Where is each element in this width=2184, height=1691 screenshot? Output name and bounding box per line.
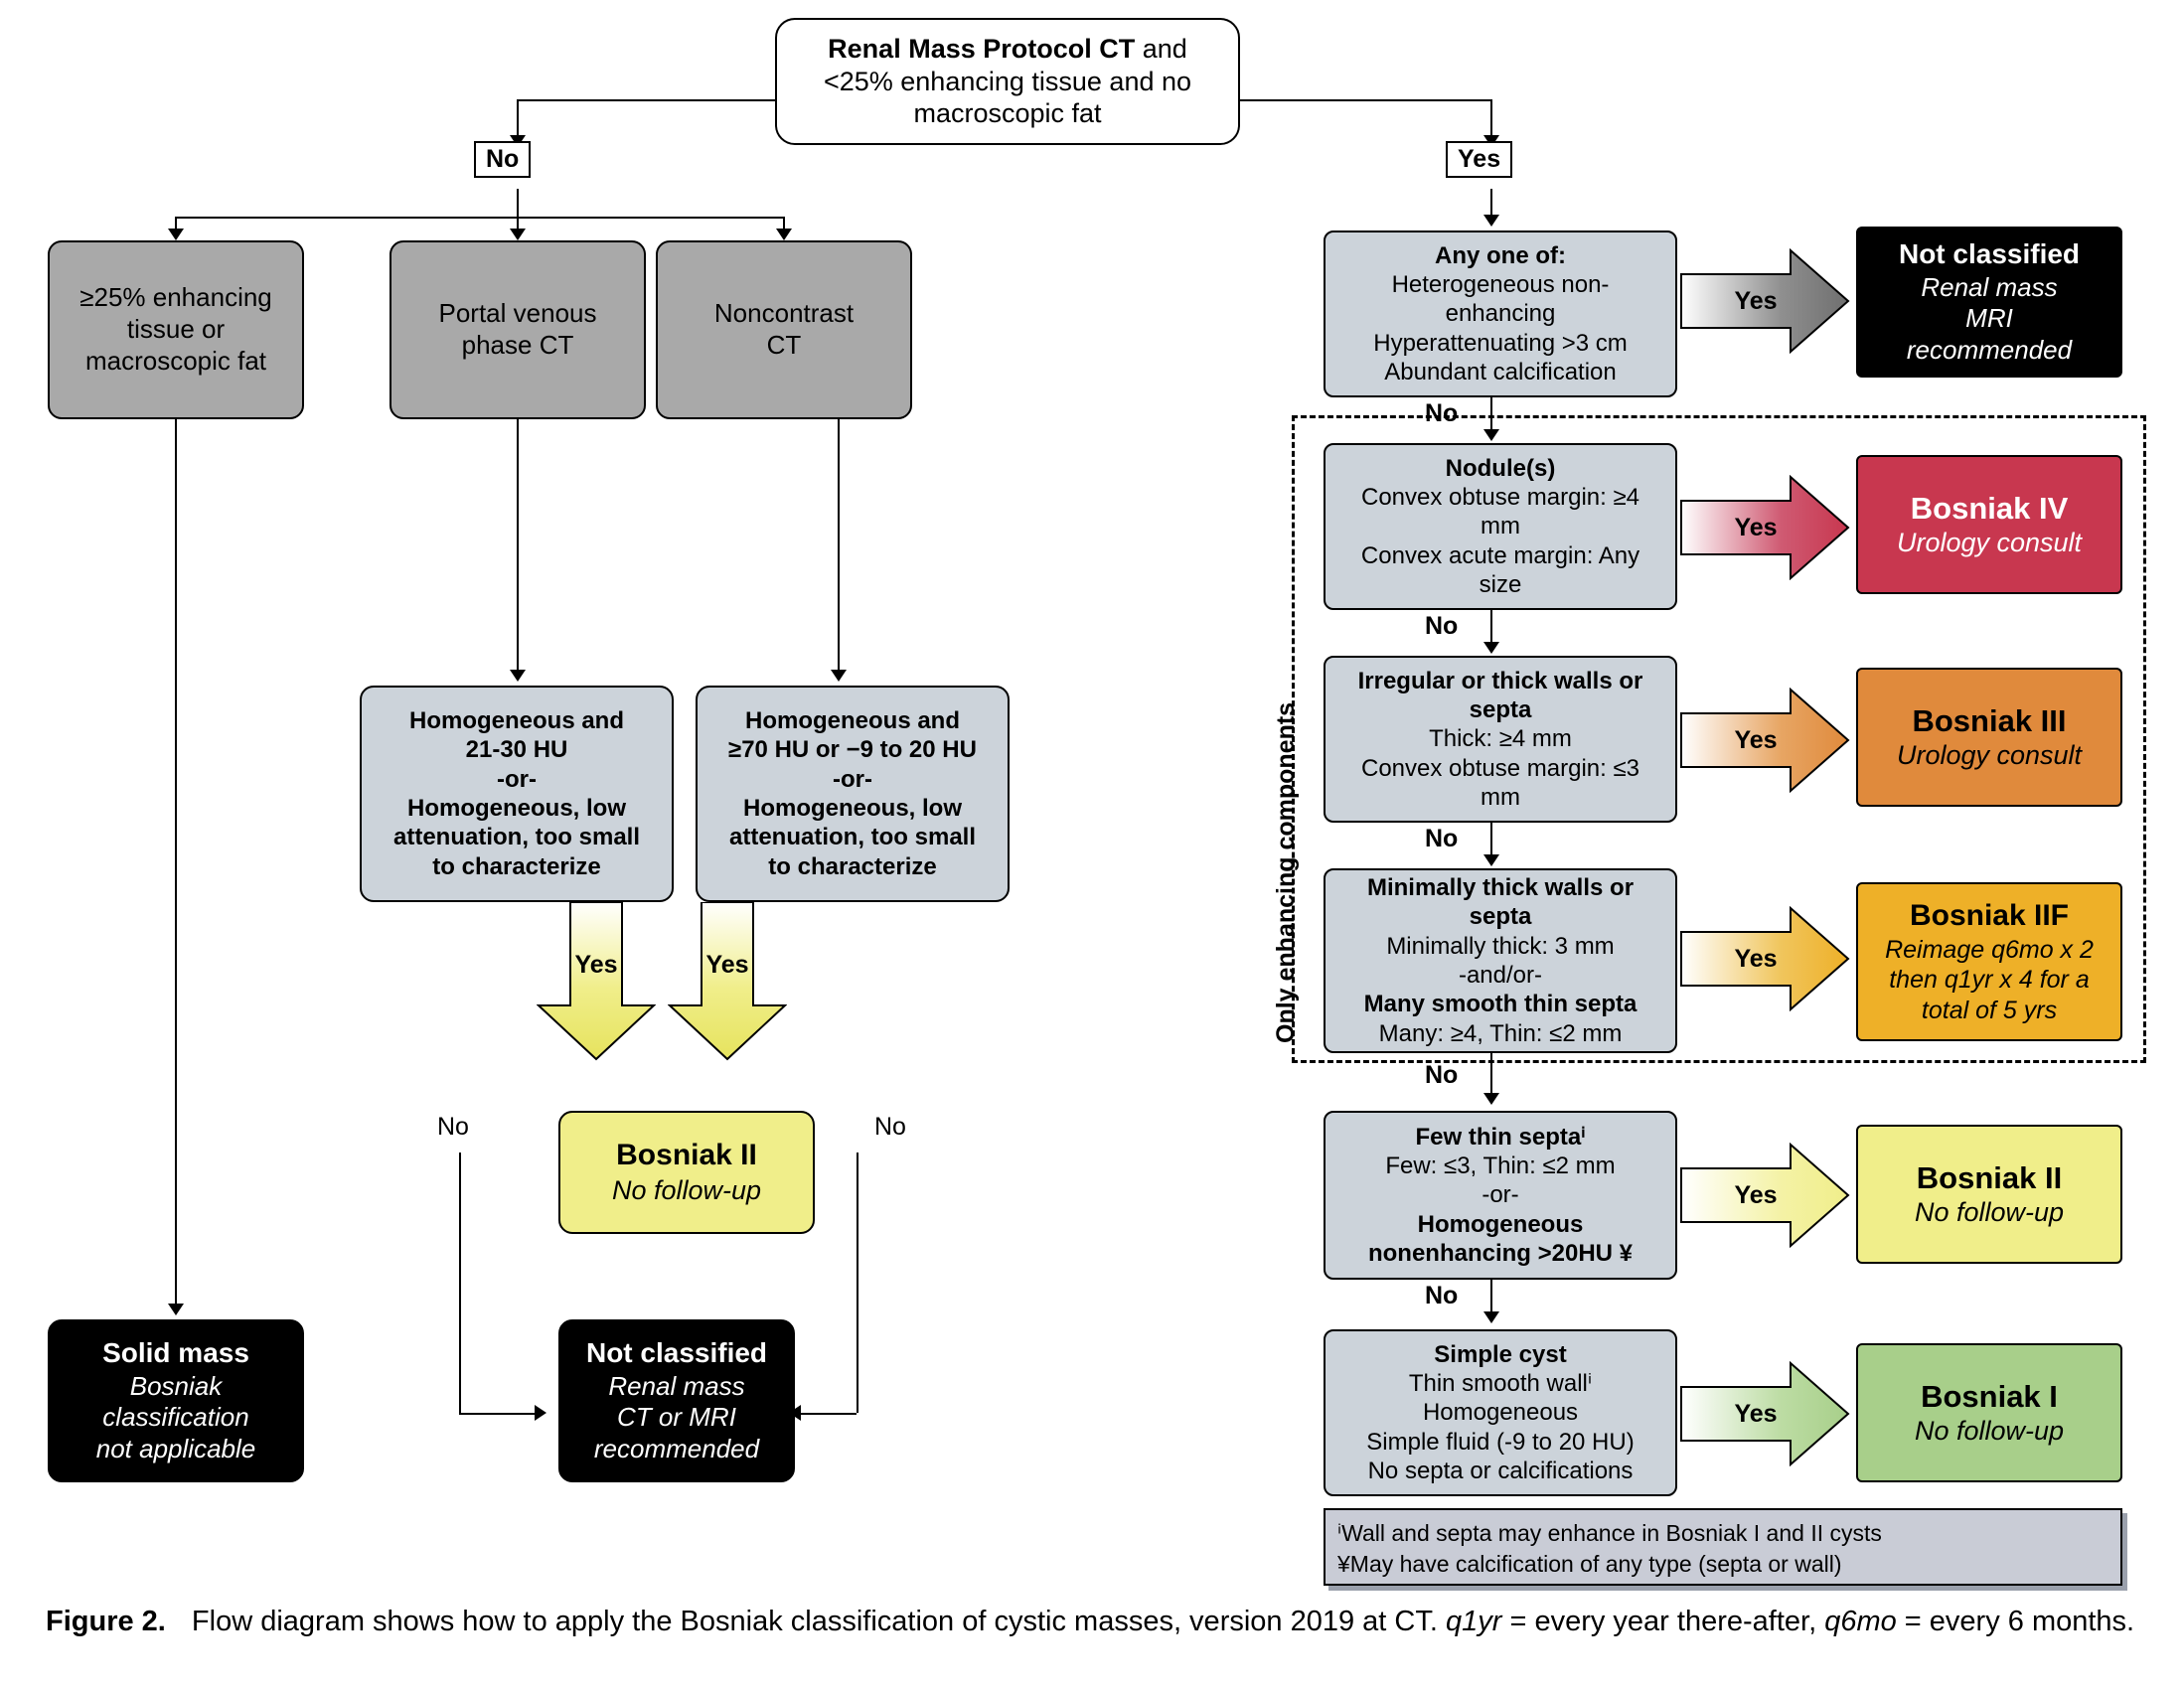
label-no-step2: No [1425, 825, 1459, 852]
figure-text-3: = every 6 months. [1896, 1606, 2135, 1637]
noncontrast-line1: Noncontrast [713, 298, 855, 329]
node-solid-mass [48, 1319, 304, 1482]
node-step-any-one-of [1324, 231, 1677, 397]
step1-line3: Convex acute margin: Any [1360, 541, 1640, 569]
noncontrast-criteria-line6: to characterize [768, 852, 937, 880]
result4-sub1: No follow-up [1914, 1197, 2065, 1228]
portal-criteria-line4: Homogeneous, low [406, 795, 626, 822]
root-line1-bold: Renal Mass Protocol CT [828, 33, 1136, 64]
step4-line0: Few thin septaⁱ [1415, 1123, 1586, 1151]
step2-line3: Convex obtuse margin: ≤3 [1361, 754, 1639, 782]
step3-line2: Minimally thick: 3 mm [1386, 932, 1615, 960]
step1-line1: Convex obtuse margin: ≥4 [1361, 484, 1639, 512]
not-classified-left-sub2: CT or MRI [617, 1402, 736, 1433]
arrow-yes-few-thin-septa-label: Yes [1734, 1180, 1778, 1209]
node-step-few-thin-septa [1324, 1111, 1677, 1280]
step0-line2: enhancing [1445, 300, 1556, 328]
arrow-yes-minimally-thick-label: Yes [1734, 944, 1778, 973]
left-criteria-line2: tissue or [126, 314, 226, 345]
left-criteria-line3: macroscopic fat [84, 345, 267, 376]
step3-line5: Many: ≥4, Thin: ≤2 mm [1378, 1019, 1623, 1047]
arrow-yes-portal-to-bosniak2 [537, 902, 656, 1061]
node-step-minimally-thick [1324, 868, 1677, 1053]
portal-line1: Portal venous [438, 298, 597, 329]
solid-mass-sub1: Bosniak [129, 1370, 223, 1401]
root-line2: <25% enhancing tissue and no [823, 66, 1192, 96]
figure-text-italic-1: q1yr [1445, 1606, 1502, 1637]
node-result-bosniak-i [1856, 1343, 2122, 1482]
node-result-bosniak-iif [1856, 882, 2122, 1041]
portal-criteria-line1: Homogeneous and [408, 707, 624, 735]
step1-line4: size [1479, 570, 1522, 598]
step4-line4: nonenhancing >20HU ¥ [1367, 1239, 1634, 1267]
result2-title: Bosniak III [1912, 702, 2067, 738]
result3-sub2: then q1yr x 4 for a [1889, 966, 2090, 995]
solid-mass-title: Solid mass [102, 1337, 249, 1369]
arrowhead-not-classified-left [535, 1405, 546, 1421]
arrowhead-left-node1 [168, 229, 184, 240]
figure-text-italic-2: q6mo [1824, 1606, 1897, 1637]
step3-line3: -and/or- [1458, 962, 1543, 989]
connector-portal-down [517, 419, 519, 676]
arrowhead-step4-no [1483, 1311, 1499, 1323]
label-no-left-portal: No [437, 1113, 469, 1141]
node-noncontrast-ct [656, 240, 912, 419]
connector-no-bus [175, 217, 783, 219]
node-root-renal-mass-protocol [775, 18, 1240, 145]
left-criteria-line1: ≥25% enhancing [79, 282, 272, 313]
portal-line2: phase CT [461, 330, 574, 360]
result3-title: Bosniak IIF [1909, 898, 2070, 932]
connector-no-portal-down [459, 1153, 461, 1413]
noncontrast-criteria-line2: ≥70 HU or −9 to 20 HU [728, 736, 977, 764]
connector-solid-mass-down [175, 419, 177, 1311]
step5-line2: Homogeneous [1422, 1399, 1579, 1427]
step4-line1: Few: ≤3, Thin: ≤2 mm [1385, 1153, 1616, 1180]
result0-title: Not classified [1898, 238, 2081, 270]
node-portal-criteria [360, 686, 674, 902]
step0-line3: Hyperattenuating >3 cm [1373, 329, 1628, 357]
connector-root-right [1240, 99, 1492, 101]
connector-root-left [517, 99, 777, 101]
result3-sub3: total of 5 yrs [1921, 996, 2058, 1024]
label-root-no: No [474, 141, 531, 178]
bosniak-ii-left-title: Bosniak II [616, 1139, 757, 1172]
footnote-line1: ⁱWall and septa may enhance in Bosniak I and II cysts [1337, 1520, 1882, 1546]
result1-sub1: Urology consult [1896, 528, 2083, 558]
noncontrast-criteria-line5: attenuation, too small [728, 824, 976, 851]
arrowhead-yes-into-step0 [1483, 215, 1499, 227]
result0-sub2: MRI [1965, 303, 2013, 334]
connector-no-noncontrast-down [857, 1153, 858, 1413]
result5-sub1: No follow-up [1914, 1416, 2065, 1447]
step5-line0: Simple cyst [1434, 1340, 1567, 1368]
step0-line4: Abundant calcification [1384, 358, 1617, 385]
step2-line0: Irregular or thick walls or [1357, 667, 1643, 694]
node-step-irregular-walls [1324, 656, 1677, 823]
arrowhead-step3-no [1483, 1093, 1499, 1105]
arrowhead-left-node2 [510, 229, 526, 240]
node-result-bosniak-ii-right [1856, 1125, 2122, 1264]
noncontrast-criteria-line3: -or- [833, 765, 872, 793]
result1-title: Bosniak IV [1910, 490, 2069, 526]
step2-line2: Thick: ≥4 mm [1429, 725, 1572, 753]
portal-criteria-line3: -or- [497, 765, 537, 793]
arrowhead-step0-no [1483, 429, 1499, 441]
arrowhead-portal-criteria [510, 670, 526, 682]
arrow-yes-minimally-thick [1679, 906, 1850, 1011]
connector-no-down [517, 189, 519, 217]
figure-text-2: = every year there-after, [1501, 1606, 1825, 1637]
arrowhead-step2-no [1483, 854, 1499, 866]
noncontrast-line2: CT [766, 330, 802, 360]
arrowhead-noncontrast-criteria [831, 670, 847, 682]
node-not-classified-left [558, 1319, 795, 1482]
label-root-yes: Yes [1446, 141, 1512, 178]
step1-line0: Nodule(s) [1445, 454, 1556, 482]
not-classified-left-sub1: Renal mass [608, 1370, 745, 1401]
arrow-yes-any-one-of [1679, 248, 1850, 354]
only-enhancing-components-label: Only enhancing components [1272, 701, 1300, 1043]
node-step-nodules [1324, 443, 1677, 610]
label-no-step0: No [1425, 399, 1459, 427]
bosniak-ii-left-sub: No follow-up [611, 1174, 762, 1205]
node-result-bosniak-iv [1856, 455, 2122, 594]
step3-line4: Many smooth thin septa [1363, 991, 1638, 1018]
figure-caption [46, 1602, 2138, 1642]
step5-line4: No septa or calcifications [1367, 1457, 1634, 1484]
result5-title: Bosniak I [1921, 1378, 2058, 1414]
node-result-not-classified-mri [1856, 227, 2122, 378]
arrowhead-solid-mass [168, 1304, 184, 1315]
arrow-yes-nodules-label: Yes [1734, 513, 1778, 541]
arrow-yes-simple-cyst [1679, 1361, 1850, 1466]
arrowhead-left-node3 [776, 229, 792, 240]
label-no-step3: No [1425, 1061, 1459, 1089]
step1-line2: mm [1481, 513, 1520, 540]
step4-line3: Homogeneous [1417, 1210, 1584, 1238]
connector-no-portal-right [459, 1413, 537, 1415]
connector-no-noncontrast-left [795, 1413, 857, 1415]
step3-line0: Minimally thick walls or [1366, 874, 1635, 902]
arrow-yes-noncontrast-to-bosniak2 [668, 902, 787, 1061]
root-line1-rest: and [1135, 33, 1187, 64]
step0-line1: Heterogeneous non- [1391, 271, 1610, 299]
figure-label: Figure 2. [46, 1606, 166, 1637]
result4-title: Bosniak II [1916, 1159, 2063, 1195]
step4-line2: -or- [1482, 1181, 1519, 1209]
arrowhead-step1-no [1483, 642, 1499, 654]
noncontrast-criteria-line4: Homogeneous, low [742, 795, 962, 822]
step5-line3: Simple fluid (-9 to 20 HU) [1366, 1428, 1635, 1456]
node-step-simple-cyst [1324, 1329, 1677, 1496]
step0-line0: Any one of: [1435, 241, 1566, 269]
node-enhancing-tissue-or-fat [48, 240, 304, 419]
step5-line1: Thin smooth wallⁱ [1408, 1370, 1593, 1398]
root-line3: macroscopic fat [913, 98, 1102, 129]
not-classified-left-sub3: recommended [593, 1433, 760, 1463]
arrow-yes-noncontrast-label: Yes [705, 950, 749, 979]
connector-noncontrast-down [838, 419, 840, 676]
arrow-yes-few-thin-septa [1679, 1143, 1850, 1248]
arrow-yes-any-one-of-label: Yes [1734, 286, 1778, 315]
footnote-box [1324, 1508, 2122, 1586]
node-result-bosniak-iii [1856, 668, 2122, 807]
portal-criteria-line6: to characterize [432, 852, 601, 880]
figure-text-1: Flow diagram shows how to apply the Bosniak classification of cystic masses, version 2019 at CT. [191, 1606, 1446, 1637]
step2-line1: septa [1469, 696, 1532, 724]
arrow-yes-irregular-walls [1679, 688, 1850, 793]
result0-sub1: Renal mass [1921, 271, 2058, 302]
result2-sub1: Urology consult [1896, 740, 2083, 771]
not-classified-left-title: Not classified [585, 1337, 768, 1369]
node-bosniak-ii-left [558, 1111, 815, 1234]
arrow-yes-irregular-walls-label: Yes [1734, 725, 1778, 754]
arrow-yes-portal-label: Yes [574, 950, 618, 979]
portal-criteria-line2: 21-30 HU [465, 736, 568, 764]
solid-mass-sub3: not applicable [95, 1433, 256, 1463]
result0-sub3: recommended [1906, 334, 2073, 365]
step3-line1: septa [1469, 903, 1532, 931]
step2-line4: mm [1481, 783, 1520, 811]
footnote-line2: ¥May have calcification of any type (septa or wall) [1337, 1551, 1842, 1578]
node-noncontrast-criteria [696, 686, 1010, 902]
arrow-yes-nodules [1679, 475, 1850, 580]
noncontrast-criteria-line1: Homogeneous and [744, 707, 960, 735]
label-no-step1: No [1425, 612, 1459, 640]
node-portal-venous-phase-ct [390, 240, 646, 419]
result3-sub1: Reimage q6mo x 2 [1885, 935, 2094, 964]
label-no-left-noncontrast: No [874, 1113, 906, 1141]
label-no-step4: No [1425, 1282, 1459, 1309]
solid-mass-sub2: classification [102, 1402, 249, 1433]
portal-criteria-line5: attenuation, too small [392, 824, 640, 851]
arrow-yes-simple-cyst-label: Yes [1734, 1399, 1778, 1428]
